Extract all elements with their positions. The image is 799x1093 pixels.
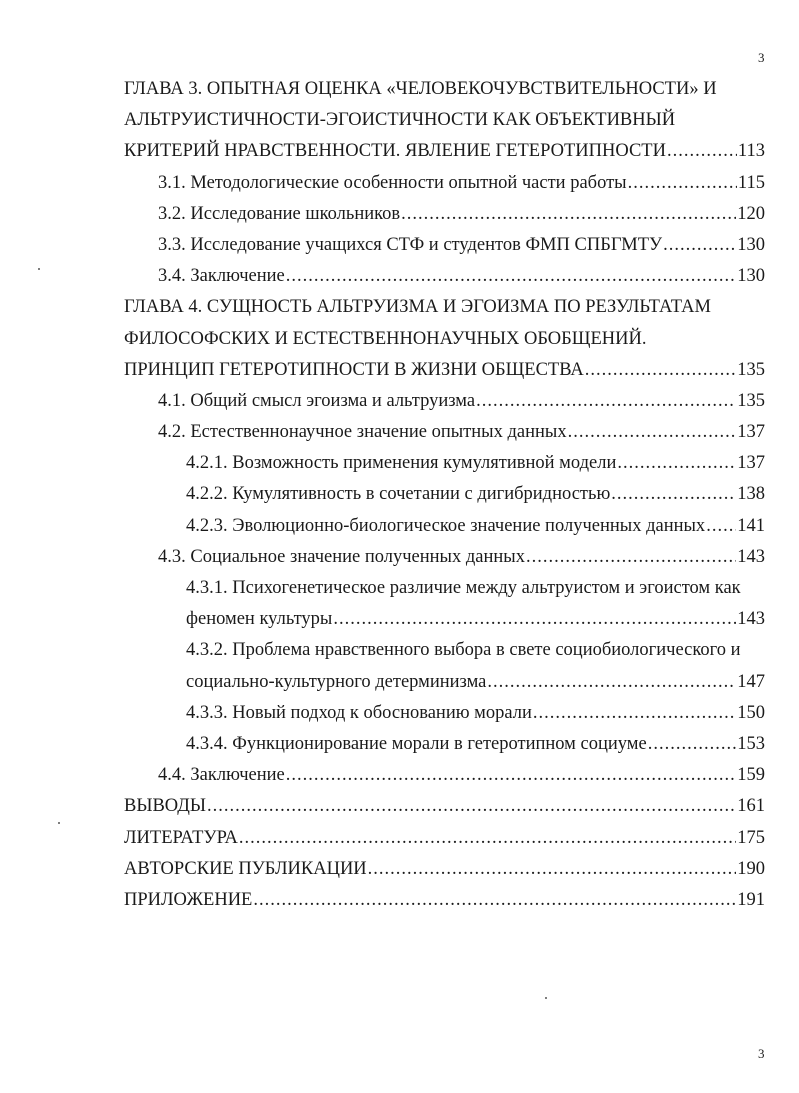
toc-leader-dots: [239, 823, 736, 854]
toc-entry: [124, 823, 765, 854]
toc-leader-dots: [286, 261, 737, 292]
toc-entry-title: 3.3. Исследование учащихся СТФ и студентов ФМП СПБГМТУ: [158, 234, 663, 255]
toc-entry: [124, 479, 765, 510]
toc-entry: [124, 136, 765, 167]
toc-entry: [124, 324, 765, 355]
toc-entry-title: ГЛАВА 4. СУЩНОСТЬ АЛЬТРУИЗМА И ЭГОИЗМА ПО РЕЗУЛЬТАТАМ: [124, 297, 711, 318]
toc-entry-page: 175: [737, 827, 765, 848]
toc-leader-dots: [628, 168, 737, 199]
toc-entry-page: 159: [737, 765, 765, 786]
toc-entry-page: 191: [737, 889, 765, 910]
toc-leader-dots: [617, 448, 736, 479]
toc-entry-page: 113: [737, 141, 765, 162]
toc-leader-dots: [253, 885, 736, 916]
toc-leader-dots: [533, 698, 736, 729]
toc-entry-title: ВЫВОДЫ: [124, 796, 207, 817]
toc-leader-dots: [611, 479, 736, 510]
toc-entry: [124, 760, 765, 791]
toc-entry-page: 190: [737, 858, 765, 879]
toc-entry: [124, 386, 765, 417]
toc-entry-title: АЛЬТРУИСТИЧНОСТИ-ЭГОИСТИЧНОСТИ КАК ОБЪЕКТИВНЫЙ: [124, 110, 676, 131]
toc-entry: [124, 729, 765, 760]
toc-leader-dots: [663, 230, 736, 261]
toc-leader-dots: [333, 604, 736, 635]
scan-speck: [58, 822, 60, 824]
toc-entry-title: 3.4. Заключение: [158, 266, 285, 287]
toc-entry: [124, 604, 765, 635]
toc-leader-dots: [286, 760, 737, 791]
toc-entry: [124, 292, 765, 323]
table-of-contents: [124, 74, 765, 916]
toc-leader-dots: [526, 542, 736, 573]
footer-page-number: 3: [758, 1046, 765, 1061]
toc-entry-page: 138: [737, 484, 765, 505]
toc-entry-page: 115: [737, 172, 765, 193]
toc-entry-page: 141: [737, 515, 765, 536]
toc-entry-title: 4.4. Заключение: [158, 765, 285, 786]
toc-entry: [124, 542, 765, 573]
toc-leader-dots: [368, 854, 737, 885]
toc-entry: [124, 261, 765, 292]
toc-entry-page: 137: [737, 453, 765, 474]
toc-entry-page: 147: [737, 671, 765, 692]
toc-entry-title: АВТОРСКИЕ ПУБЛИКАЦИИ: [124, 858, 367, 879]
toc-entry-page: 143: [737, 546, 765, 567]
toc-leader-dots: [648, 729, 737, 760]
page-number: 3: [758, 50, 765, 65]
scan-speck: [545, 997, 547, 999]
toc-entry: [124, 168, 765, 199]
toc-entry: [124, 355, 765, 386]
toc-entry: [124, 667, 765, 698]
toc-entry: [124, 105, 765, 136]
toc-entry: [124, 74, 765, 105]
toc-entry-title: 4.1. Общий смысл эгоизма и альтруизма: [158, 390, 476, 411]
toc-entry-title: 4.3. Социальное значение полученных данных: [158, 546, 525, 567]
toc-entry-title: 3.1. Методологические особенности опытной части работы: [158, 172, 627, 193]
toc-entry: [124, 230, 765, 261]
toc-entry-page: 153: [737, 733, 765, 754]
toc-entry-title: ФИЛОСОФСКИХ И ЕСТЕСТВЕННОНАУЧНЫХ ОБОБЩЕНИЙ.: [124, 328, 647, 349]
toc-entry-title: 4.2.1. Возможность применения кумулятивной модели: [186, 453, 617, 474]
toc-entry-page: 135: [737, 390, 765, 411]
toc-entry: [124, 698, 765, 729]
toc-entry-title: ГЛАВА 3. ОПЫТНАЯ ОЦЕНКА «ЧЕЛОВЕКОЧУВСТВИТЕЛЬНОСТИ» И: [124, 79, 717, 99]
toc-entry: [124, 854, 765, 885]
toc-entry-title: 4.2. Естественнонаучное значение опытных данных: [158, 422, 567, 443]
toc-entry-title: социально-культурного детерминизма: [186, 671, 487, 692]
toc-entry: [124, 885, 765, 916]
toc-entry-page: 120: [737, 203, 765, 224]
toc-entry-title: КРИТЕРИЙ НРАВСТВЕННОСТИ. ЯВЛЕНИЕ ГЕТЕРОТИПНОСТИ: [124, 141, 666, 162]
toc-entry: [124, 448, 765, 479]
toc-entry-page: 130: [737, 234, 765, 255]
toc-leader-dots: [585, 355, 736, 386]
toc-leader-dots: [667, 136, 737, 167]
toc-entry-page: 135: [737, 359, 765, 380]
toc-leader-dots: [568, 417, 737, 448]
toc-entry: [124, 511, 765, 542]
toc-entry-page: 130: [737, 266, 765, 287]
toc-entry-title: ПРИЛОЖЕНИЕ: [124, 889, 253, 910]
toc-entry: [124, 635, 765, 666]
toc-entry-title: 4.3.4. Функционирование морали в гетеротипном социуме: [186, 733, 647, 754]
toc-entry-title: 4.3.2. Проблема нравственного выбора в свете социобиологического и: [186, 640, 741, 661]
toc-entry: [124, 791, 765, 822]
toc-entry-title: 4.3.1. Психогенетическое различие между альтруистом и эгоистом как: [186, 578, 741, 598]
toc-entry-title: ЛИТЕРАТУРА: [124, 827, 238, 848]
toc-entry: [124, 417, 765, 448]
toc-entry-title: 4.3.3. Новый подход к обоснованию морали: [186, 702, 532, 723]
toc-leader-dots: [401, 199, 736, 230]
toc-entry-page: 150: [737, 702, 765, 723]
toc-leader-dots: [476, 386, 736, 417]
toc-entry-page: 137: [737, 422, 765, 443]
toc-entry-title: 3.2. Исследование школьников: [158, 203, 401, 224]
scan-speck: [38, 268, 40, 270]
toc-entry: [124, 573, 765, 604]
toc-entry-title: 4.2.3. Эволюционно-биологическое значение полученных данных: [186, 515, 706, 536]
toc-entry-title: феномен культуры: [186, 609, 333, 630]
toc-entry-page: 161: [737, 796, 765, 817]
toc-leader-dots: [487, 667, 736, 698]
toc-entry-page: 143: [737, 609, 765, 630]
toc-entry-title: ПРИНЦИП ГЕТЕРОТИПНОСТИ В ЖИЗНИ ОБЩЕСТВА: [124, 359, 584, 380]
toc-leader-dots: [706, 511, 736, 542]
toc-entry-title: 4.2.2. Кумулятивность в сочетании с дигибридностью: [186, 484, 611, 505]
toc-entry: [124, 199, 765, 230]
toc-leader-dots: [207, 791, 736, 822]
